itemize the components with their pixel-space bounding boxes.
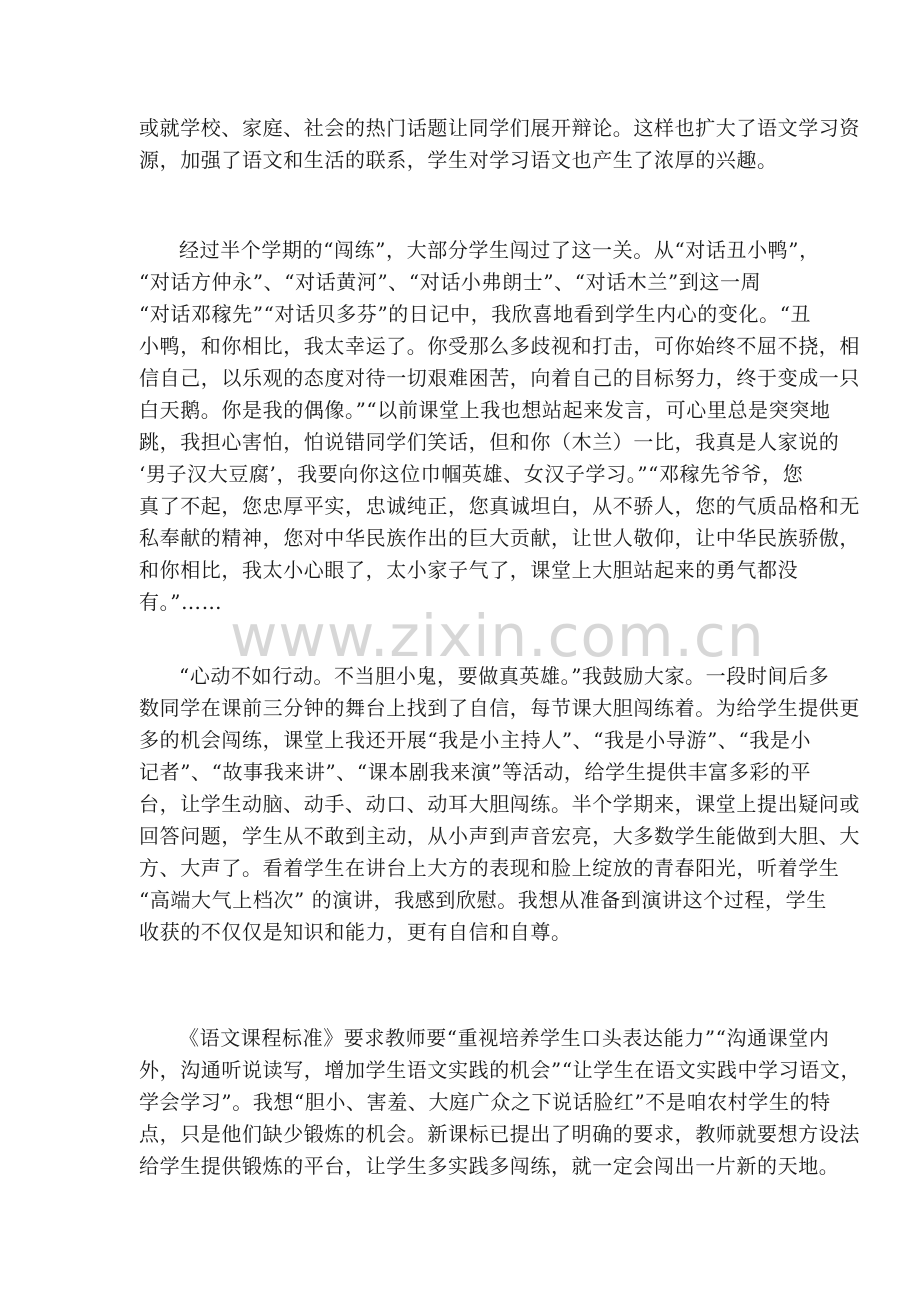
text-line: 《语文课程标准》要求教师要“重视培养学生口头表达能力”“沟通课堂内 — [179, 1026, 830, 1050]
text-line: ‘男子汉大豆腐’，我要向你这位巾帼英雄、女汉子学习。”“邓稼先爷爷，您 — [139, 462, 804, 486]
text-line: “心动不如行动。不当胆小鬼，要做真英雄。”我鼓励大家。一段时间后多 — [179, 664, 830, 688]
text-line: 私奉献的精神，您对中华民族作出的巨大贡献，让世人敬仰，让中华民族骄傲， — [139, 526, 860, 550]
text-line: 方、大声了。看着学生在讲台上大方的表现和脸上绽放的青春阳光，听着学生 — [139, 856, 840, 880]
text-line: “高端大气上档次” 的演讲，我感到欣慰。我想从准备到演讲这个过程，学生 — [139, 888, 827, 912]
text-line: 跳，我担心害怕，怕说错同学们笑话，但和你（木兰）一比，我真是人家说的 — [139, 430, 840, 454]
text-line: 台，让学生动脑、动手、动口、动耳大胆闯练。半个学期来，课堂上提出疑问或 — [139, 792, 860, 816]
paragraph-2 — [139, 234, 860, 618]
text-line: 外，沟通听说读写，增加学生语文实践的机会”“让学生在语文实践中学习语文， — [139, 1058, 862, 1082]
text-line: 多的机会闯练，课堂上我还开展“我是小主持人”、“我是小导游”、“我是小 — [139, 728, 812, 752]
text-line: 小鸭，和你相比，我太幸运了。你受那么多歧视和打击，可你始终不屈不挠，相 — [139, 334, 860, 358]
text-line: 有。”…… — [139, 590, 223, 614]
text-line: 白天鹅。你是我的偶像。”“以前课堂上我也想站起来发言，可心里总是突突地 — [139, 398, 831, 422]
text-line: 信自己，以乐观的态度对待一切艰难困苦，向着自己的目标努力，终于变成一只 — [139, 366, 860, 390]
paragraph-1 — [139, 112, 860, 176]
text-line: 数同学在课前三分钟的舞台上找到了自信，每节课大胆闯练着。为给学生提供更 — [139, 696, 860, 720]
text-line: “对话方仲永”、“对话黄河”、“对话小弗朗士”、“对话木兰”到这一周 — [139, 270, 762, 294]
text-line: 源，加强了语文和生活的联系，学生对学习语文也产生了浓厚的兴趣。 — [139, 148, 778, 172]
paragraph-3 — [139, 660, 860, 948]
text-line: 记者”、“故事我来讲”、“课本剧我来演”等活动，给学生提供丰富多彩的平 — [139, 760, 812, 784]
text-line: 收获的不仅仅是知识和能力，更有自信和自尊。 — [139, 920, 572, 944]
text-line: 或就学校、家庭、社会的热门话题让同学们展开辩论。这样也扩大了语文学习资 — [139, 116, 860, 140]
text-line: 真了不起，您忠厚平实，忠诚纯正，您真诚坦白，从不骄人，您的气质品格和无 — [139, 494, 860, 518]
text-line: 给学生提供锻炼的平台，让学生多实践多闯练，就一定会闯出一片新的天地。 — [139, 1154, 840, 1178]
paragraph-4 — [139, 1022, 862, 1182]
watermark: www.zixin.com.cn — [230, 602, 765, 670]
text-line: 和你相比，我太小心眼了，太小家子气了，课堂上大胆站起来的勇气都没 — [139, 558, 799, 582]
text-line: 学会学习”。我想“胆小、害羞、大庭广众之下说话脸红”不是咱农村学生的特 — [139, 1090, 831, 1114]
text-line: 回答问题，学生从不敢到主动，从小声到声音宏亮，大多数学生能做到大胆、大 — [139, 824, 860, 848]
text-line: 经过半个学期的“闯练”，大部分学生闯过了这一关。从“对话丑小鸭”， — [179, 238, 820, 262]
text-line: 点，只是他们缺少锻炼的机会。新课标已提出了明确的要求，教师就要想方设法 — [139, 1122, 860, 1146]
text-line: “对话邓稼先”“对话贝多芬”的日记中，我欣喜地看到学生内心的变化。“丑 — [139, 302, 812, 326]
